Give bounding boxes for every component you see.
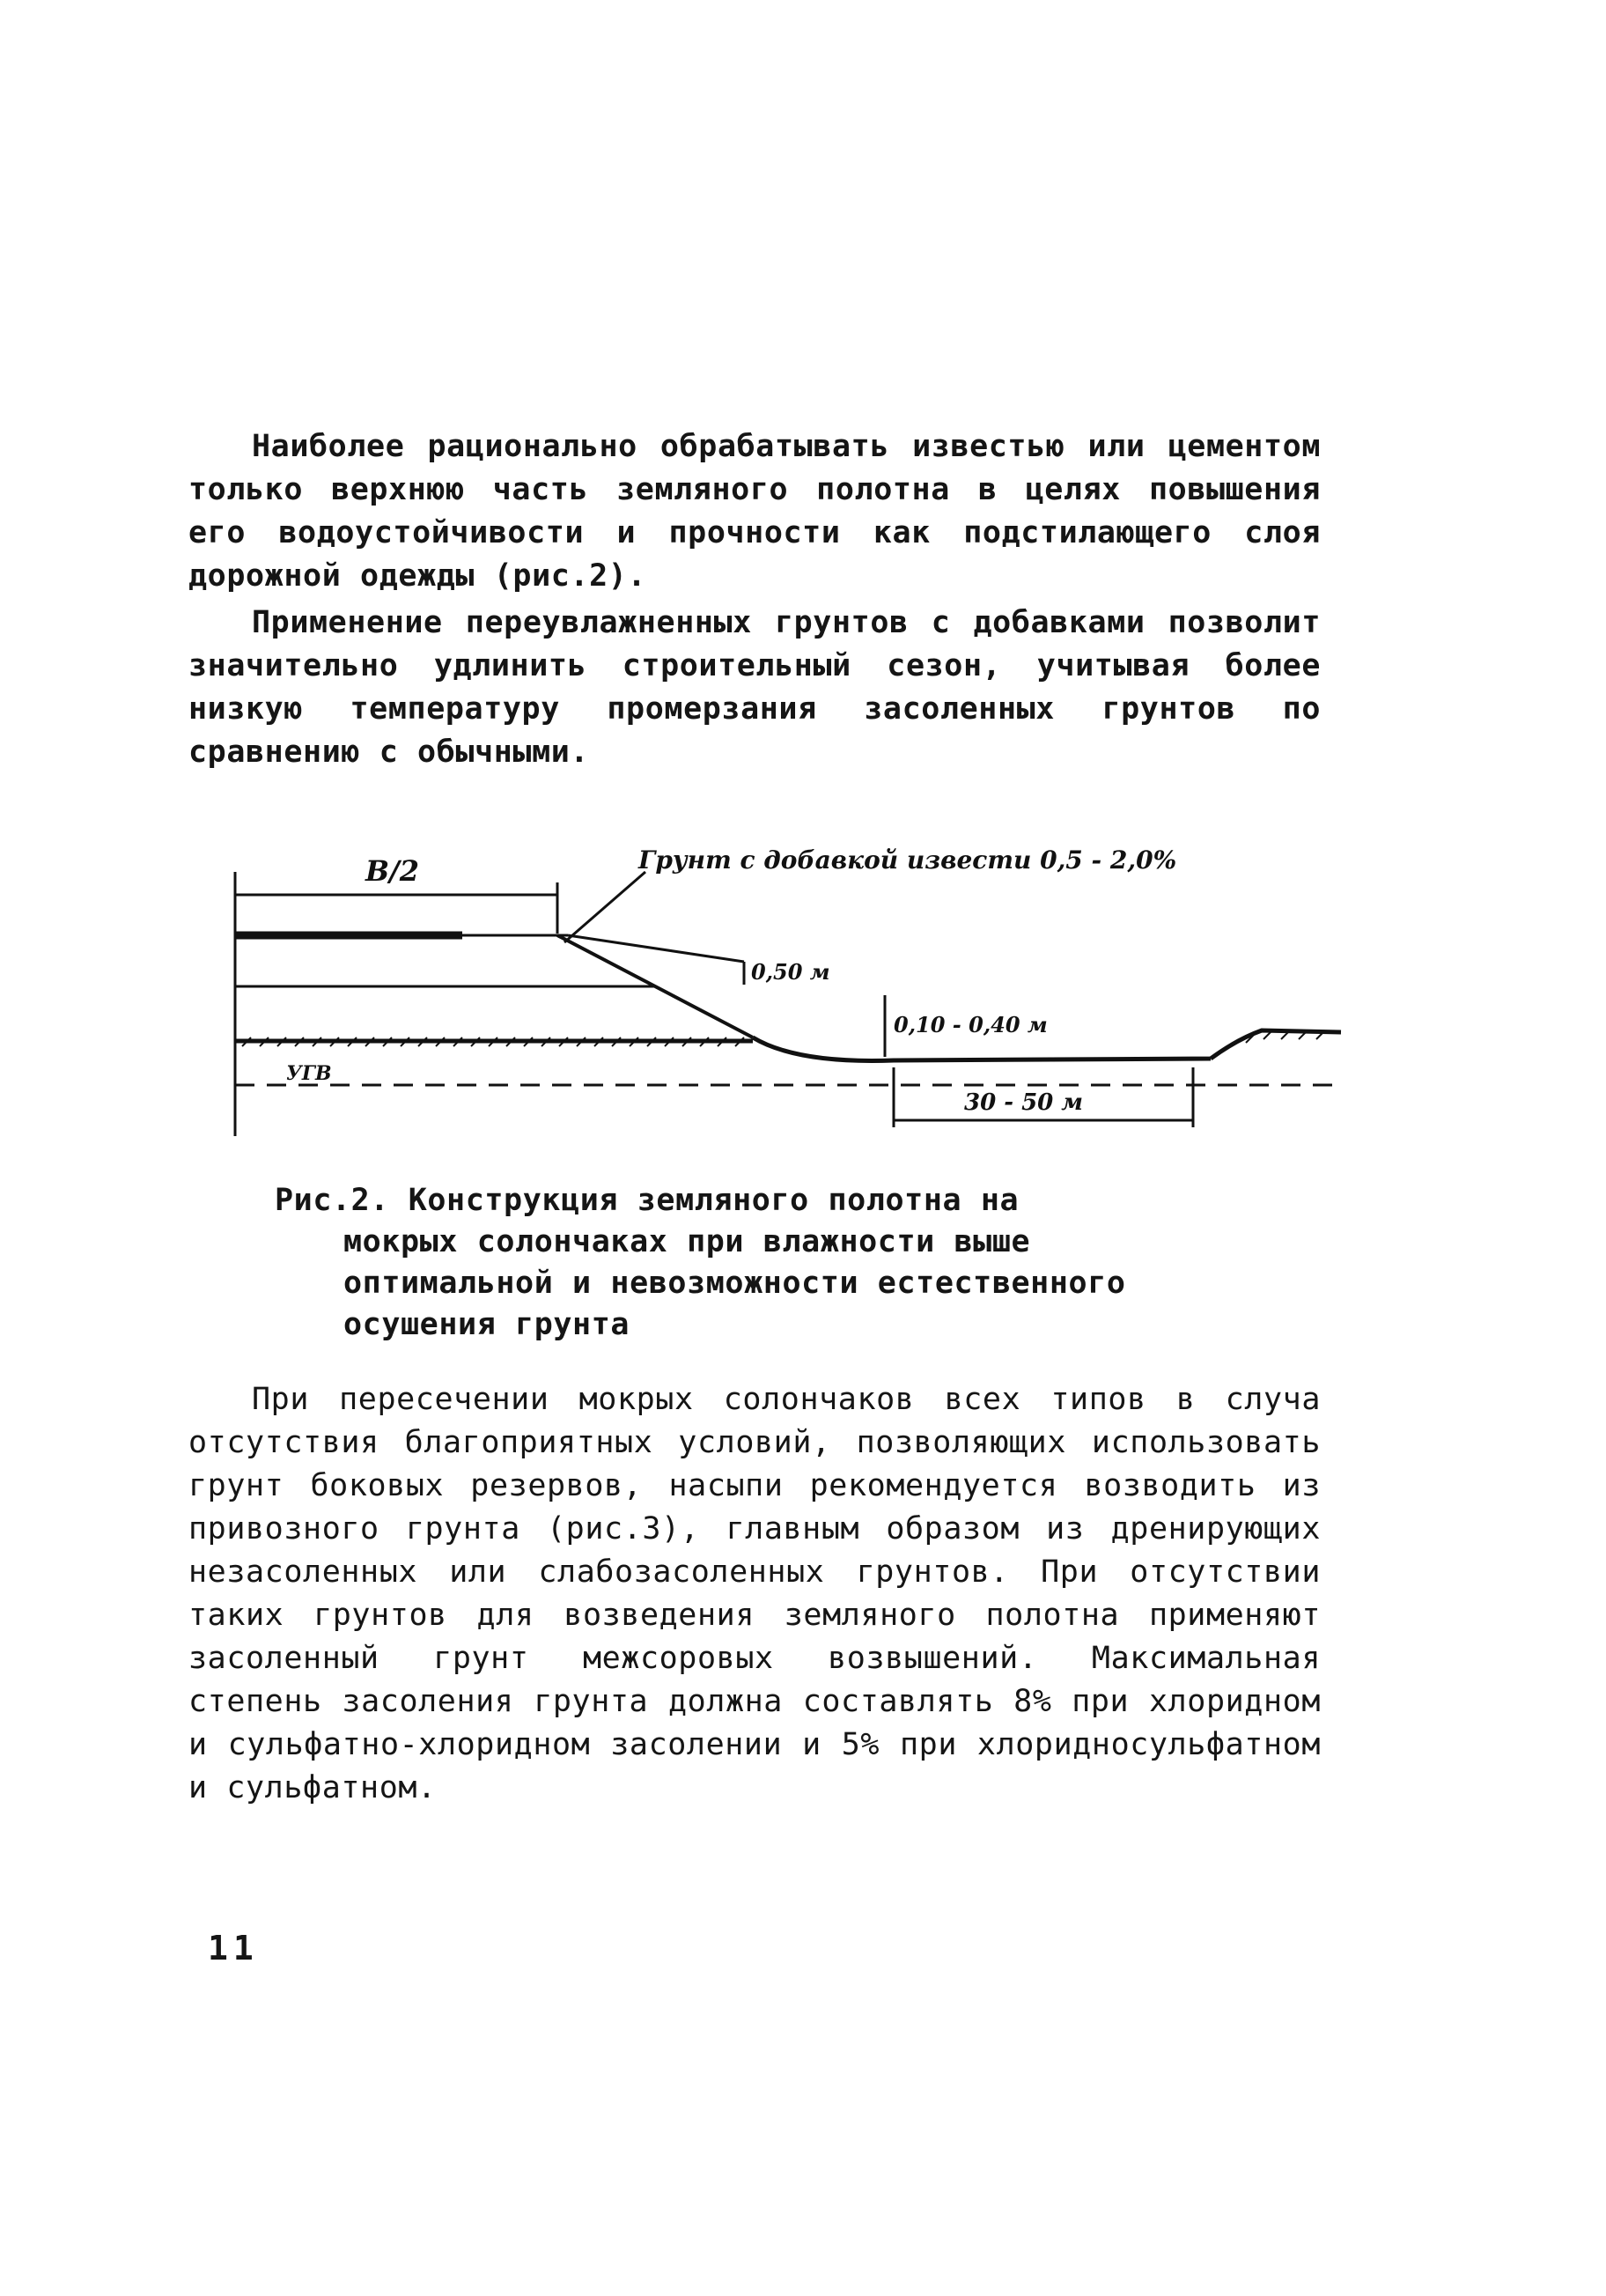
leader-line bbox=[564, 872, 645, 942]
cross-section-diagram bbox=[225, 837, 1352, 1154]
page-number: 11 bbox=[208, 1929, 259, 1967]
label-ditch-width: 30 - 50 м bbox=[964, 1089, 1084, 1116]
paragraph-2: Применение переувлажненных грунтов с добавками позволит значительно удлинить строительный сезон, учитывая более низкую температуру промерзания засоленных грунтов по сравнению с обычными. bbox=[188, 605, 1321, 770]
figure-caption bbox=[275, 1180, 1173, 1346]
caption-lead: Рис.2. Конструкция земляного полотна на bbox=[275, 1183, 1020, 1218]
label-layer-thickness: 0,50 м bbox=[751, 959, 830, 985]
label-soil-additive: Грунт с добавкой извести 0,5 - 2,0% bbox=[638, 845, 1177, 875]
label-half-width: В/2 bbox=[365, 854, 419, 888]
ground-hatching bbox=[242, 1030, 1325, 1046]
figure-roadbed-cross-section bbox=[225, 837, 1352, 1154]
paragraph-3: При пересечении мокрых солончаков всех типов в случа отсутствия благоприятных условий, позволяющих использовать грунт боковых резервов, насыпи рекомендуется возводить из привозного грунта (рис.3), главным образом из дренирующих незасоленных или слабозасоленных грунтов. При отсутствии таких грунтов для возведения земляного полотна применяют засоленный грунт межсоровых возвышений. Максимальная степень засоления грунта должна составлять 8% при хлоридном и сульфатно-хлоридном засолении и 5% при хлоридносульфатном и сульфатном. bbox=[188, 1382, 1321, 1805]
paragraph-1: Наиболее рационально обрабатывать известью или цементом только верхнюю часть земляного полотна в целях повышения его водоустойчивости и прочности как подстилающего слоя дорожной одежды (рис.2). bbox=[188, 429, 1321, 594]
caption-rest: мокрых солончаках при влажности выше оптимальной и невозможности естественного осушения грунта bbox=[343, 1224, 1126, 1342]
treated-layer-edge bbox=[568, 935, 744, 962]
label-ditch-depth: 0,10 - 0,40 м bbox=[894, 1012, 1048, 1037]
label-groundwater: УГВ bbox=[286, 1062, 332, 1085]
